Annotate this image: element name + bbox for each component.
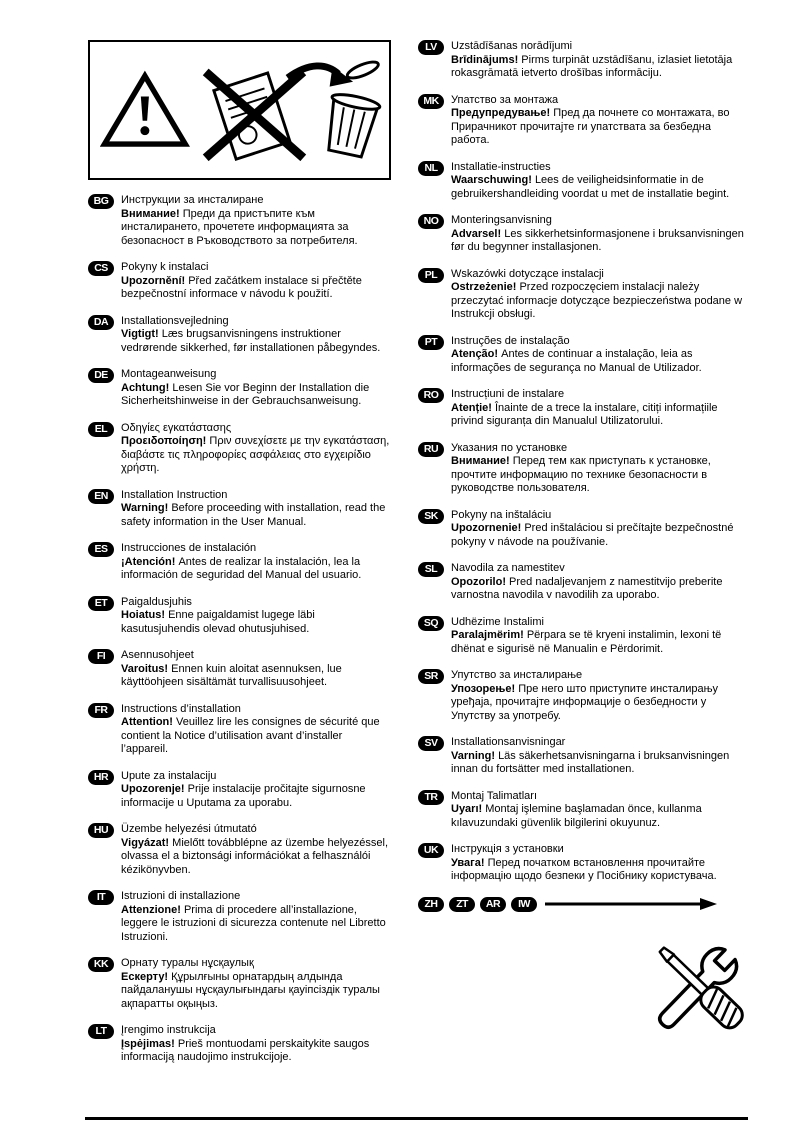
language-code-badge: EN — [88, 489, 114, 504]
warning-label: Vigyázat! — [121, 836, 173, 849]
language-title: Інструкція з установки — [451, 843, 564, 855]
language-code-badge: SV — [418, 736, 444, 751]
warning-text: Înainte de a trece la instalare, citiți informațiile privind siguranța din Manualul Utilizatorului. — [451, 401, 718, 427]
language-entry — [88, 890, 391, 944]
language-entry — [418, 214, 750, 255]
more-languages-codes — [418, 897, 537, 912]
warning-paragraph — [451, 522, 750, 549]
entry-text-block — [451, 214, 750, 255]
right-column — [418, 40, 750, 1050]
language-entry — [88, 957, 391, 1011]
language-title: Pokyny na inštaláciu — [451, 508, 552, 521]
warning-label: Varoitus! — [121, 662, 172, 675]
language-title: Istruzioni di installazione — [121, 890, 241, 902]
language-entry — [88, 542, 391, 583]
language-entry — [418, 388, 750, 429]
warning-label: Upozornění! — [121, 274, 189, 287]
language-code-badge: HU — [88, 823, 114, 838]
entry-text-block — [451, 509, 750, 550]
language-entry — [418, 442, 750, 496]
warning-text: Перед тем как приступать к установке, прочтите информацию по технике безопасности в руководстве пользователя. — [451, 455, 711, 494]
entry-text-block — [451, 268, 750, 322]
language-code-badge: NL — [418, 161, 444, 176]
entry-text-block — [121, 596, 391, 637]
entry-text-block — [121, 890, 391, 944]
warning-label: Увага! — [451, 856, 488, 869]
tools-illustration — [418, 918, 770, 1050]
language-entry — [418, 268, 750, 322]
warning-paragraph — [121, 904, 391, 945]
entry-text-block — [121, 1024, 391, 1065]
language-code-badge: IT — [88, 890, 114, 905]
warning-label: Paralajmërim! — [451, 629, 527, 641]
warning-label: Waarschuwing! — [451, 174, 535, 186]
warning-label: Vigtigt! — [121, 328, 162, 340]
discard-manual-prohibited-icon — [194, 53, 385, 167]
warning-text: Les sikkerhetsinformasjonene i bruksanvisningen før du begynner installasjonen. — [451, 227, 744, 253]
entry-text-block — [121, 489, 391, 530]
language-code-badge: SQ — [418, 616, 444, 631]
warning-paragraph — [451, 455, 750, 496]
entry-text-block — [121, 422, 391, 476]
language-code-badge: UK — [418, 843, 444, 858]
language-entry — [418, 94, 750, 148]
language-entry — [418, 161, 750, 202]
warning-paragraph — [451, 402, 750, 429]
language-code-badge: EL — [88, 422, 114, 437]
language-code-badge: RU — [418, 442, 444, 457]
warning-paragraph — [121, 328, 391, 355]
warning-paragraph — [451, 803, 750, 830]
entry-text-block — [451, 736, 750, 777]
language-code-badge: ET — [88, 596, 114, 611]
warning-paragraph — [121, 1038, 391, 1065]
language-code-badge: SL — [418, 562, 444, 577]
warning-text: Enne paigaldamist lugege läbi kasutusjuhendis olevad ohutusjuhised. — [121, 609, 315, 635]
warning-text: Pred inštaláciou si prečítajte bezpečnostné pokyny v návode na používanie. — [451, 522, 734, 548]
language-title: Упатство за монтажа — [451, 93, 559, 106]
language-title: Üzembe helyezési útmutató — [121, 823, 257, 835]
entry-text-block — [451, 161, 750, 202]
warning-paragraph — [451, 750, 750, 777]
language-entry — [418, 509, 750, 550]
left-column — [88, 40, 391, 1078]
language-code-badge: BG — [88, 194, 114, 209]
warning-paragraph — [121, 556, 391, 583]
entry-text-block — [451, 335, 750, 376]
warning-text: Құрылғыны орнатардың алдында пайдаланушы нұсқаулығындағы қауіпсіздік туралы ақпаратты оқыңыз. — [121, 970, 380, 1010]
language-title: Upute za instalaciju — [121, 769, 217, 782]
warning-paragraph — [451, 228, 750, 255]
language-code-badge: DA — [88, 315, 114, 330]
language-title: Wskazówki dotyczące instalacji — [451, 267, 604, 280]
warning-paragraph — [451, 281, 750, 322]
language-entry — [88, 770, 391, 811]
language-title: Instructions d’installation — [121, 702, 241, 715]
entry-text-block — [451, 388, 750, 429]
wrench-screwdriver-icon — [630, 918, 770, 1050]
language-title: Instrucciones de instalación — [121, 542, 257, 554]
language-title: Installationsvejledning — [121, 314, 229, 327]
warning-text: Prieš montuodami perskaitykite saugos informaciją naudojimo instrukcijoje. — [121, 1037, 370, 1063]
language-title: Montaj Talimatları — [451, 789, 537, 802]
warning-paragraph — [121, 382, 391, 409]
language-entry — [88, 823, 391, 877]
language-entry — [88, 649, 391, 690]
language-code-badge: PT — [418, 335, 444, 350]
warning-label: Brīdinājums! — [451, 53, 522, 66]
arrow-right-icon — [545, 897, 717, 911]
entry-text-block — [451, 790, 750, 831]
bottom-rule — [85, 1117, 748, 1120]
entry-text-block — [451, 616, 750, 657]
warning-text: Перед початком встановлення прочитайте інформацію щодо безпеки у Посібнику користувача. — [451, 856, 717, 882]
warning-label: Upozorenje! — [121, 783, 188, 795]
warning-paragraph — [121, 502, 391, 529]
warning-label: Hoiatus! — [121, 609, 169, 621]
warning-paragraph — [451, 107, 750, 148]
entry-text-block — [451, 562, 750, 603]
language-entry — [418, 616, 750, 657]
language-code-badge: IW — [511, 897, 537, 912]
warning-illustration-box — [88, 40, 391, 180]
entry-text-block — [451, 669, 750, 723]
warning-text: Läs säkerhetsanvisningarna i bruksanvisningen innan du fortsätter med installationen. — [451, 749, 730, 775]
language-title: Installationsanvisningar — [451, 736, 566, 748]
warning-paragraph — [121, 971, 391, 1012]
warning-text: Prije instalacije pročitajte sigurnosne informacije u Uputama za uporabu. — [121, 783, 366, 809]
language-title: Paigaldusjuhis — [121, 595, 192, 608]
warning-label: Προειδοποίηση! — [121, 435, 210, 447]
language-code-badge: PL — [418, 268, 444, 283]
warning-text: Veuillez lire les consignes de sécurité que contient la Notice d’utilisation avant d’installer l’appareil. — [121, 716, 380, 755]
warning-paragraph — [121, 716, 391, 757]
warning-label: Įspėjimas! — [121, 1037, 178, 1050]
language-code-badge: KK — [88, 957, 114, 972]
language-title: Įrengimo instrukcija — [121, 1024, 216, 1036]
language-entry — [88, 703, 391, 757]
language-entries-right — [418, 40, 750, 884]
language-title: Instruções de instalação — [451, 334, 570, 347]
warning-text: Mielőtt továbblépne az üzembe helyezéssel, olvassa el a biztonsági információkat a felhasználói kézikönyvben. — [121, 836, 389, 876]
entry-text-block — [121, 315, 391, 356]
more-languages-row — [418, 897, 750, 912]
language-title: Udhëzime Instalimi — [451, 615, 544, 628]
language-title: Navodila za namestitev — [451, 562, 565, 574]
warning-label: Upozornenie! — [451, 522, 525, 534]
warning-text: Antes de realizar la instalación, lea la información de seguridad del Manual del usuario. — [121, 555, 362, 581]
warning-text: Pirms turpināt uzstādīšanu, izlasiet lietotāja rokasgrāmatā ietverto drošības informāciju. — [451, 53, 733, 79]
warning-paragraph — [451, 348, 750, 375]
warning-paragraph — [121, 275, 391, 302]
language-code-badge: AR — [480, 897, 506, 912]
warning-label: Atenção! — [451, 348, 502, 360]
language-entry — [88, 489, 391, 530]
warning-label: Attenzione! — [121, 903, 184, 916]
warning-paragraph — [121, 783, 391, 810]
language-entry — [418, 790, 750, 831]
language-entry — [418, 40, 750, 81]
warning-text: Lees de veiligheidsinformatie in de gebruikershandleiding voordat u met de installatie begint. — [451, 174, 730, 200]
language-entry — [418, 335, 750, 376]
entry-text-block — [121, 368, 391, 409]
language-entry — [88, 261, 391, 302]
language-entry — [88, 422, 391, 476]
entry-text-block — [121, 703, 391, 757]
language-code-badge: SK — [418, 509, 444, 524]
warning-text: Antes de continuar a instalação, leia as informações de segurança no Manual de Utilizador. — [451, 348, 702, 374]
entry-text-block — [121, 649, 391, 690]
warning-paragraph — [451, 174, 750, 201]
language-title: Инструкции за инсталиране — [121, 194, 264, 206]
language-code-badge: TR — [418, 790, 444, 805]
language-title: Asennusohjeet — [121, 649, 194, 661]
language-title: Pokyny k instalaci — [121, 261, 209, 273]
warning-label: Atenție! — [451, 401, 495, 414]
language-entry — [418, 669, 750, 723]
entry-text-block — [121, 542, 391, 583]
language-entry — [418, 562, 750, 603]
warning-paragraph — [451, 576, 750, 603]
warning-paragraph — [121, 609, 391, 636]
language-entry — [88, 194, 391, 248]
language-title: Οδηγίες εγκατάστασης — [121, 421, 232, 434]
warning-text: Përpara se të kryeni instalimin, lexoni të dhënat e sigurisë në Manualin e Përdorimit. — [451, 629, 722, 655]
warning-text: Pred nadaljevanjem z namestitvijo preberite varnostna navodila v navodilih za uporabo. — [451, 575, 723, 601]
warning-label: Предупредување! — [451, 107, 554, 119]
warning-label: Achtung! — [121, 381, 173, 394]
language-code-badge: FI — [88, 649, 114, 664]
language-entry — [418, 736, 750, 777]
language-code-badge: FR — [88, 703, 114, 718]
language-code-badge: ZT — [449, 897, 475, 912]
language-code-badge: HR — [88, 770, 114, 785]
language-code-badge: LV — [418, 40, 444, 55]
warning-text: Πριν συνεχίσετε με την εγκατάσταση, διαβάστε τις πληροφορίες ασφάλειας στο εγχειρίδιο χρήστη. — [121, 435, 390, 474]
language-code-badge: ZH — [418, 897, 444, 912]
warning-paragraph — [121, 435, 391, 476]
warning-text: Lesen Sie vor Beginn der Installation die Sicherheitshinweise in der Gebrauchsanweisung. — [121, 381, 370, 407]
language-title: Упутство за инсталирање — [451, 669, 583, 681]
warning-text: Læs brugsanvisningens instruktioner vedrørende sikkerhed, før installationen påbegyndes. — [121, 328, 381, 354]
warning-label: Advarsel! — [451, 227, 505, 240]
warning-paragraph — [121, 663, 391, 690]
language-code-badge: NO — [418, 214, 444, 229]
language-entries-left — [88, 194, 391, 1065]
language-title: Орнату туралы нұсқаулық — [121, 957, 254, 969]
entry-text-block — [121, 770, 391, 811]
warning-label: Warning! — [121, 502, 172, 514]
language-title: Указания по установке — [451, 441, 568, 454]
warning-label: Ostrzeżenie! — [451, 281, 520, 293]
language-entry — [88, 1024, 391, 1065]
entry-text-block — [451, 94, 750, 148]
language-title: Installatie-instructies — [451, 160, 551, 173]
warning-text: Przed rozpoczęciem instalacji należy przeczytać informacje dotyczące bezpieczeństwa podane w Instrukcji obsługi. — [451, 281, 743, 320]
warning-paragraph — [451, 629, 750, 656]
warning-triangle-icon — [100, 68, 190, 152]
warning-label: ¡Atención! — [121, 555, 179, 568]
warning-paragraph — [451, 857, 750, 884]
entry-text-block — [451, 442, 750, 496]
language-entry — [418, 843, 750, 884]
warning-text: Montaj işlemine başlamadan önce, kullanma kılavuzundaki güvenlik bilgilerini okuyunuz. — [451, 803, 702, 829]
entry-text-block — [121, 261, 391, 302]
language-title: Monteringsanvisning — [451, 214, 552, 226]
warning-text: Před začátkem instalace si přečtěte bezpečnostní informace v návodu k použití. — [121, 274, 362, 300]
language-code-badge: SR — [418, 669, 444, 684]
warning-text: Prima di procedere all’installazione, leggere le istruzioni di sicurezza contenute nel Libretto Istruzioni. — [121, 903, 386, 943]
warning-label: Внимание! — [451, 455, 513, 467]
warning-paragraph — [121, 837, 391, 878]
language-title: Instrucțiuni de instalare — [451, 388, 565, 400]
warning-label: Opozorilo! — [451, 575, 510, 588]
language-title: Montageanweisung — [121, 368, 217, 380]
entry-text-block — [121, 194, 391, 248]
warning-paragraph — [451, 54, 750, 81]
language-title: Uzstādīšanas norādījumi — [451, 40, 573, 52]
warning-text: Before proceeding with installation, read the safety information in the User Manual. — [121, 502, 386, 528]
entry-text-block — [451, 40, 750, 81]
language-code-badge: LT — [88, 1024, 114, 1039]
language-entry — [88, 596, 391, 637]
warning-text: Преди да пристъпите към инсталирането, прочетете информацията за безопасност в Ръководството за потребителя. — [121, 207, 358, 247]
entry-text-block — [121, 823, 391, 877]
warning-label: Упозорење! — [451, 682, 519, 695]
warning-text: Ennen kuin aloitat asennuksen, lue käyttöohjeen sisältämät turvallisuusohjeet. — [121, 662, 342, 688]
warning-text: Пред да почнете со монтажата, во Прирачникот прочитајте ги упатствата за безбедна работа. — [451, 107, 730, 146]
language-entry — [88, 368, 391, 409]
warning-paragraph — [121, 208, 391, 249]
warning-label: Varning! — [451, 749, 499, 762]
warning-label: Ескерту! — [121, 970, 172, 983]
warning-label: Внимание! — [121, 207, 183, 220]
warning-label: Attention! — [121, 716, 176, 728]
language-code-badge: MK — [418, 94, 444, 109]
language-code-badge: DE — [88, 368, 114, 383]
entry-text-block — [451, 843, 750, 884]
language-code-badge: CS — [88, 261, 114, 276]
warning-label: Uyarı! — [451, 803, 486, 815]
language-code-badge: ES — [88, 542, 114, 557]
language-code-badge: RO — [418, 388, 444, 403]
warning-paragraph — [451, 683, 750, 724]
entry-text-block — [121, 957, 391, 1011]
language-title: Installation Instruction — [121, 488, 228, 501]
warning-text: Пре него што приступите инсталирању уређаја, прочитајте информације о безбедности у Упутству за употребу. — [451, 682, 719, 722]
language-entry — [88, 315, 391, 356]
